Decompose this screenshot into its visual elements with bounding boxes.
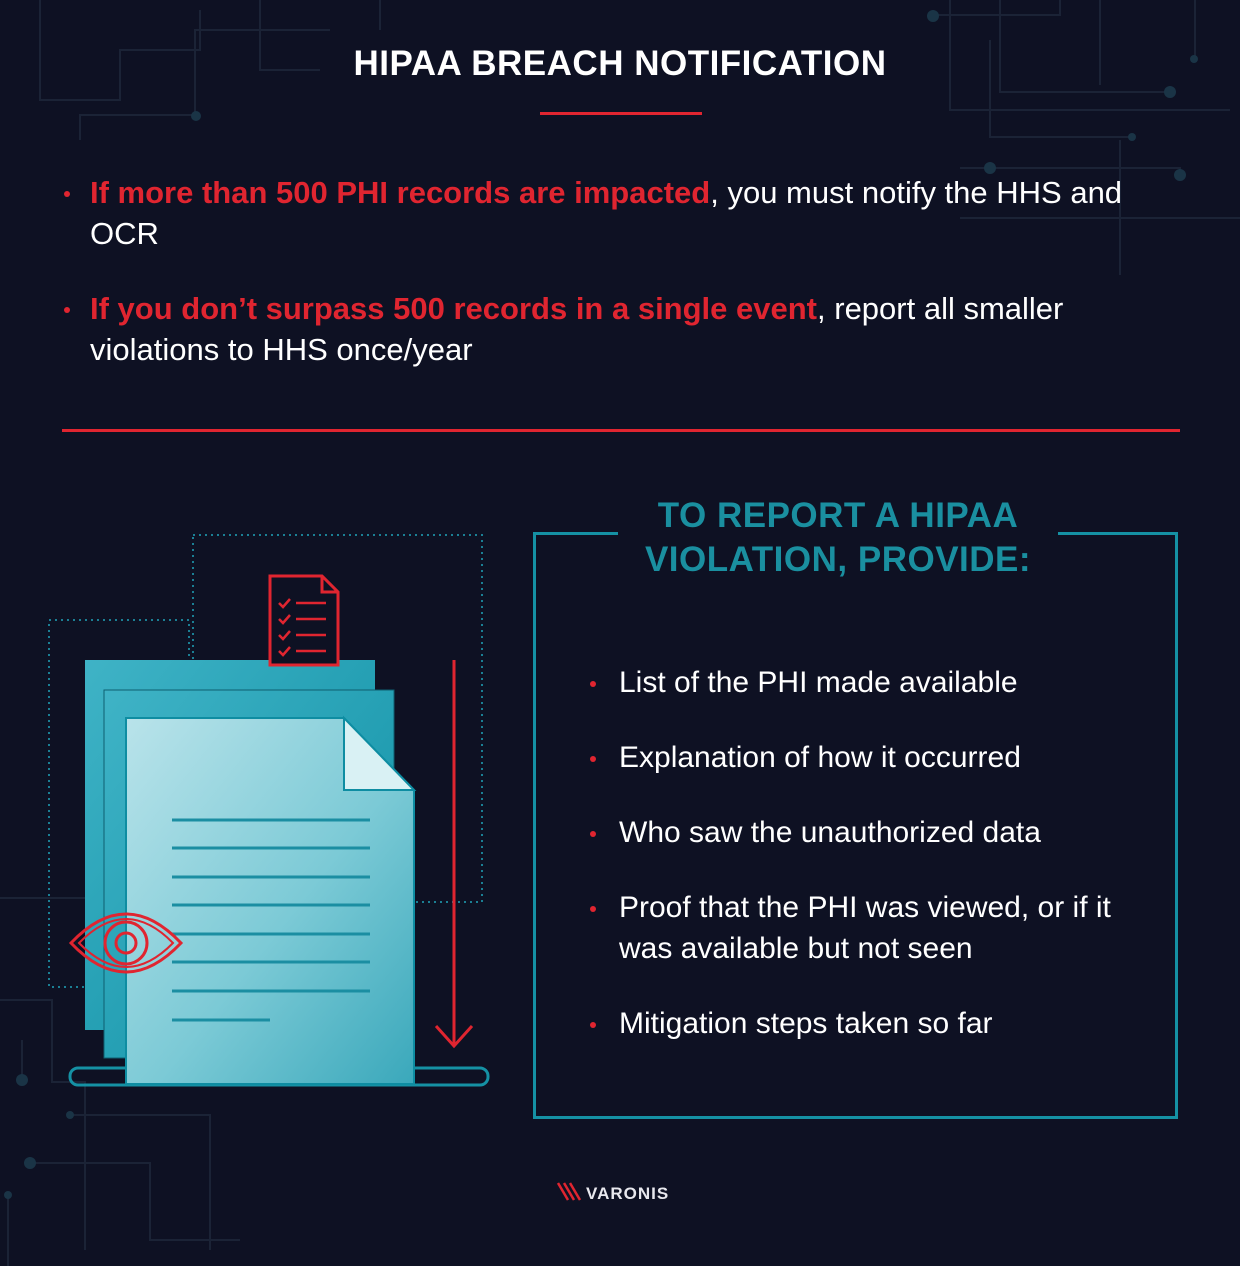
logo-text: VARONIS [586,1184,670,1203]
report-item [588,1003,1168,1044]
report-item-text: Mitigation steps taken so far [619,1007,993,1040]
breach-rule-highlight: If more than 500 PHI records are impacted [90,175,711,210]
report-item-text: Proof that the PHI was viewed, or if it was available but not seen [619,891,1111,965]
title-underline [540,112,702,115]
documents-icon [0,520,520,1100]
report-item [588,887,1168,969]
checklist-icon [270,576,338,665]
report-heading-line: TO REPORT A HIPAA [657,496,1019,535]
report-heading-line: VIOLATION, PROVIDE: [644,540,1032,579]
bullet-dot [590,906,596,912]
report-item-text: Who saw the unauthorized data [619,816,1041,849]
breach-rules-list [62,172,1182,404]
section-divider [62,429,1180,432]
bullet-dot [590,681,596,687]
breach-rule-text: , you must notify the HHS and OCR [90,175,1123,251]
bullet-dot [64,191,70,197]
bullet-dot [590,1022,596,1028]
bullet-dot [64,307,70,313]
report-item-text: Explanation of how it occurred [619,741,1021,774]
varonis-logo [556,1180,696,1210]
report-requirements-list [588,662,1168,1078]
bullet-dot [590,756,596,762]
report-item [588,662,1168,703]
report-item-text: List of the PHI made available [619,666,1018,699]
breach-rule-text: , report all smaller violations to HHS once/year [90,291,1064,367]
page-title: HIPAA BREACH NOTIFICATION [353,44,887,83]
breach-rule-item [62,172,1182,254]
report-heading [618,494,1058,582]
breach-rule-highlight: If you don’t surpass 500 records in a single event [90,291,818,326]
report-item [588,737,1168,778]
breach-rule-item [62,288,1182,370]
arrow-down-icon [436,660,472,1046]
bullet-dot [590,831,596,837]
varonis-logo-mark [556,1180,586,1206]
report-item [588,812,1168,853]
